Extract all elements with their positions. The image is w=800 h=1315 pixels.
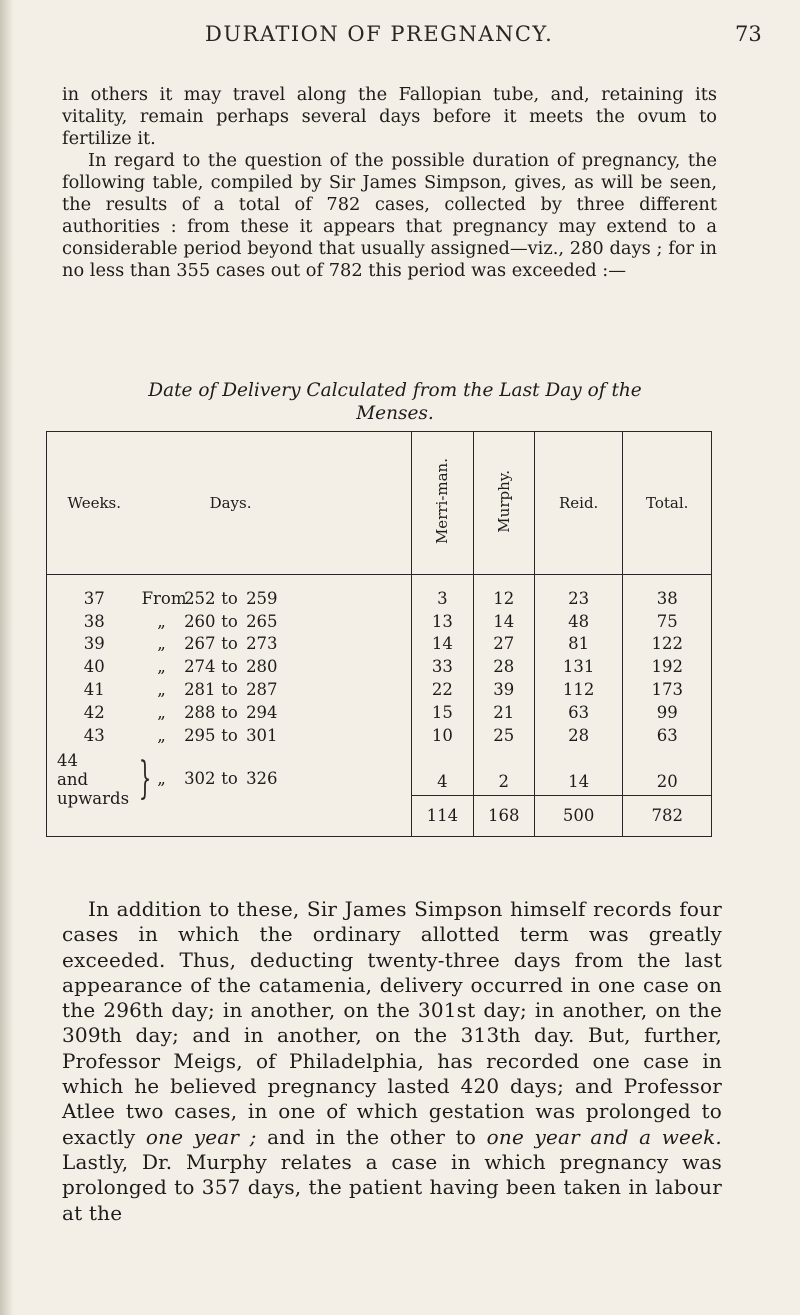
table-row bbox=[47, 655, 712, 678]
cell-murphy: 14 bbox=[473, 610, 534, 633]
total-total: 782 bbox=[623, 795, 712, 836]
cell-weeks: 41 bbox=[47, 678, 142, 701]
cell-total: 173 bbox=[623, 678, 712, 701]
cell-merriman: 33 bbox=[412, 655, 473, 678]
duration-table bbox=[46, 431, 712, 837]
cell-weeks: 42 bbox=[47, 701, 142, 724]
cell-murphy: 27 bbox=[473, 633, 534, 656]
cell-reid: 131 bbox=[534, 655, 623, 678]
paragraph-2: In regard to the question of the possible duration of pregnancy, the following table, compiled by Sir James Simpson, gives, as will be seen, the results of a total of 782 cases, collected by three different authorities : from these it appears that pregnancy may extend to a considerable period beyond that usually assigned—viz., 280 days ; for in no less than 355 cases out of 782 this period was exceeded :— bbox=[62, 150, 717, 282]
cell-reid: 28 bbox=[534, 724, 623, 747]
total-reid: 500 bbox=[534, 795, 623, 836]
emphasis-one-year-and-a-week: one year and a week. bbox=[486, 1124, 722, 1149]
cell-reid: 112 bbox=[534, 678, 623, 701]
header-murphy: Murphy. bbox=[473, 432, 534, 575]
header-reid: Reid. bbox=[534, 432, 623, 575]
cell-reid: 63 bbox=[534, 701, 623, 724]
page-number: 73 bbox=[735, 22, 762, 46]
right-brace-icon: } bbox=[138, 753, 152, 805]
cell-merriman: 22 bbox=[412, 678, 473, 701]
paragraph-1: in others it may travel along the Fallopian tube, and, retaining its vitality, remain perhaps several days before it meets the ovum to fertilize it. bbox=[62, 84, 717, 150]
header-merriman: Merri-man. bbox=[412, 432, 473, 575]
cell-reid: 23 bbox=[534, 575, 623, 610]
cell-days: „ 302 to 326 bbox=[142, 747, 412, 837]
cell-merriman: 3 bbox=[412, 575, 473, 610]
table-row bbox=[47, 724, 712, 747]
emphasis-one-year: one year ; bbox=[145, 1124, 257, 1149]
cell-murphy: 2 bbox=[473, 747, 534, 796]
cell-total: 192 bbox=[623, 655, 712, 678]
cell-reid: 48 bbox=[534, 610, 623, 633]
cell-murphy: 39 bbox=[473, 678, 534, 701]
table-row bbox=[47, 678, 712, 701]
table-row bbox=[47, 610, 712, 633]
paragraph-3: In addition to these, Sir James Simpson himself records four cases in which the ordinary allotted term was greatly exceeded. Thus, deducting twenty-three days from the last appearance of the catamenia, delivery occurred in one case on the 296th day; in another, on the 301st day; in another, on the 309th day; and in another, on the 313th day. But, further, Professor Meigs, of Philadelphia, has recorded one case in which he believed pregnancy lasted 420 days; and Professor Atlee two cases, in one of which gestation was prolonged to exactly one year ; and in the other to one year and a week. Lastly, Dr. Murphy relates a case in which pregnancy was prolonged to 357 days, the patient having been taken in labour at the bbox=[62, 897, 722, 1225]
table-header-row bbox=[47, 432, 712, 575]
cell-total: 20 bbox=[623, 747, 712, 796]
cell-days: „ 267 to 273 bbox=[157, 634, 278, 654]
caption-line-1: Date of Delivery Calculated from the Last Day of the bbox=[148, 380, 642, 401]
cell-days: „ 288 to 294 bbox=[157, 702, 278, 722]
cell-total: 38 bbox=[623, 575, 712, 610]
cell-weeks-upwards: 44 and upwards } bbox=[47, 747, 142, 837]
cell-days: „ 274 to 280 bbox=[157, 657, 278, 677]
table-row bbox=[47, 633, 712, 656]
table-caption bbox=[90, 379, 700, 425]
header-days: Days. bbox=[142, 432, 412, 575]
cell-merriman: 15 bbox=[412, 701, 473, 724]
cell-days: „ 260 to 265 bbox=[157, 611, 278, 631]
cell-reid: 81 bbox=[534, 633, 623, 656]
cell-merriman: 4 bbox=[412, 747, 473, 796]
cell-days: „ 295 to 301 bbox=[157, 725, 278, 745]
cell-merriman: 14 bbox=[412, 633, 473, 656]
cell-total: 75 bbox=[623, 610, 712, 633]
cell-days: „ 281 to 287 bbox=[157, 680, 278, 700]
cell-total: 99 bbox=[623, 701, 712, 724]
table-row bbox=[47, 575, 712, 610]
page-gutter-shadow bbox=[0, 0, 14, 1315]
header-total: Total. bbox=[623, 432, 712, 575]
caption-line-2: Menses. bbox=[356, 403, 434, 424]
cell-murphy: 12 bbox=[473, 575, 534, 610]
header-weeks: Weeks. bbox=[47, 432, 142, 575]
cell-total: 122 bbox=[623, 633, 712, 656]
cell-murphy: 21 bbox=[473, 701, 534, 724]
cell-weeks: 40 bbox=[47, 655, 142, 678]
cell-weeks: 37 bbox=[47, 575, 142, 610]
cell-weeks: 43 bbox=[47, 724, 142, 747]
cell-weeks: 39 bbox=[47, 633, 142, 656]
total-murphy: 168 bbox=[473, 795, 534, 836]
cell-merriman: 13 bbox=[412, 610, 473, 633]
cell-murphy: 25 bbox=[473, 724, 534, 747]
table-row bbox=[47, 701, 712, 724]
cell-merriman: 10 bbox=[412, 724, 473, 747]
cell-days: From252 to 259 bbox=[141, 588, 278, 608]
running-title: DURATION OF PREGNANCY. bbox=[205, 22, 554, 46]
cell-total: 63 bbox=[623, 724, 712, 747]
cell-reid: 14 bbox=[534, 747, 623, 796]
page-header bbox=[0, 22, 800, 52]
table-row-upwards bbox=[47, 747, 712, 796]
cell-murphy: 28 bbox=[473, 655, 534, 678]
cell-weeks: 38 bbox=[47, 610, 142, 633]
total-merriman: 114 bbox=[412, 795, 473, 836]
